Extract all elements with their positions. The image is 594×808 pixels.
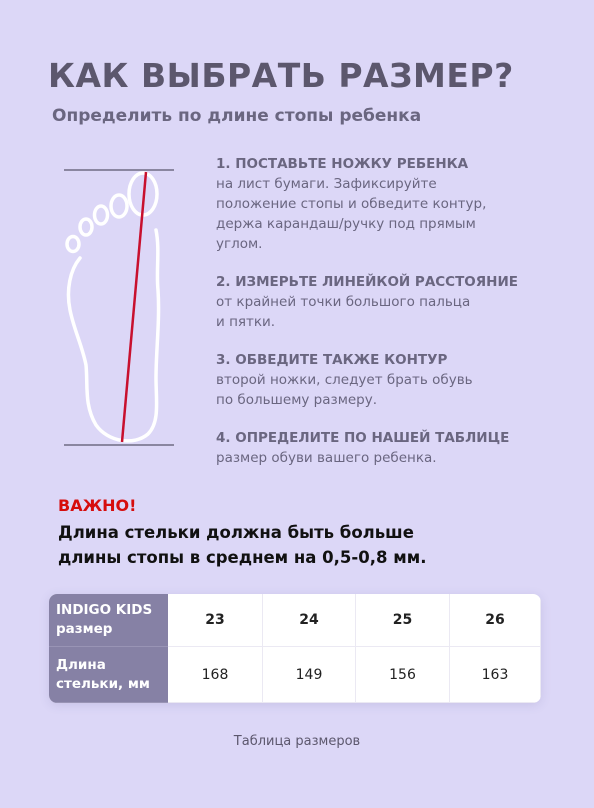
insole-length-cell: 163 xyxy=(450,647,541,703)
row-label-size: INDIGO KIDS размер xyxy=(49,594,168,647)
step-text: второй ножки, следует брать обувь по большему размеру. xyxy=(216,372,473,408)
foot-illustration xyxy=(56,160,180,460)
step-2 xyxy=(216,272,556,332)
insole-length-cell: 156 xyxy=(356,647,450,703)
size-cell: 23 xyxy=(168,594,263,647)
foot-outline-icon xyxy=(56,160,180,460)
step-4 xyxy=(216,428,556,468)
insole-length-cell: 149 xyxy=(263,647,356,703)
step-title: 1. ПОСТАВЬТЕ НОЖКУ РЕБЕНКА xyxy=(216,156,469,172)
size-cell: 24 xyxy=(263,594,356,647)
step-text: от крайней точки большого пальца и пятки. xyxy=(216,294,471,330)
size-cell: 26 xyxy=(450,594,541,647)
important-label: ВАЖНО! xyxy=(58,496,137,515)
page-subtitle: Определить по длине стопы ребенка xyxy=(52,106,422,126)
insole-length-cell: 168 xyxy=(168,647,263,703)
table-caption: Таблица размеров xyxy=(233,734,361,749)
step-text: размер обуви вашего ребенка. xyxy=(216,450,437,466)
step-1 xyxy=(216,154,556,254)
step-title: 2. ИЗМЕРЬТЕ ЛИНЕЙКОЙ РАССТОЯНИЕ xyxy=(216,274,518,290)
instructions-list xyxy=(216,154,556,486)
page-title: КАК ВЫБРАТЬ РАЗМЕР? xyxy=(48,56,514,95)
size-table xyxy=(49,594,541,703)
size-cell: 25 xyxy=(356,594,450,647)
step-title: 3. ОБВЕДИТЕ ТАКЖЕ КОНТУР xyxy=(216,352,448,368)
row-label-insole: Длина стельки, мм xyxy=(49,647,168,703)
step-title: 4. ОПРЕДЕЛИТЕ ПО НАШЕЙ ТАБЛИЦЕ xyxy=(216,430,510,446)
step-text: на лист бумаги. Зафиксируйте положение стопы и обведите контур, держа карандаш/ручку под прямым углом. xyxy=(216,176,487,252)
step-3 xyxy=(216,350,556,410)
important-text: Длина стельки должна быть больше длины стопы в среднем на 0,5-0,8 мм. xyxy=(58,523,427,567)
